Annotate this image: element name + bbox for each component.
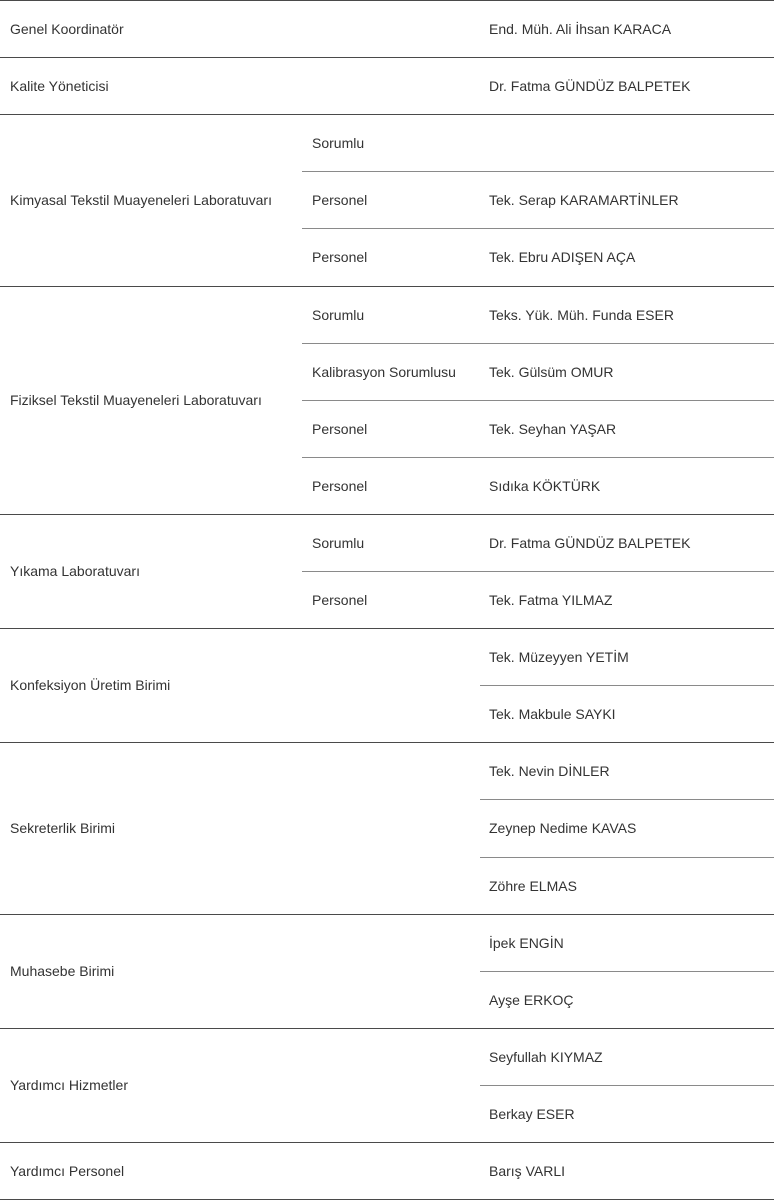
- unit-name: Yardımcı Personel: [10, 1162, 125, 1179]
- person-name: Dr. Fatma GÜNDÜZ BALPETEK: [489, 534, 691, 551]
- role-cell: [302, 628, 480, 685]
- person-name: Tek. Makbule SAYKI: [489, 705, 616, 722]
- unit-name: Kimyasal Tekstil Muayeneleri Laboratuvarı: [10, 191, 272, 208]
- role-cell: Personel: [312, 477, 368, 494]
- role-cell: Personel: [312, 191, 368, 208]
- role-cell: Sorumlu: [312, 306, 365, 323]
- role-cell: Personel: [312, 248, 368, 265]
- unit-name: Sekreterlik Birimi: [10, 819, 116, 836]
- unit-name: Kalite Yöneticisi: [10, 77, 109, 94]
- role-cell: [302, 799, 480, 856]
- person-name: Tek. Nevin DİNLER: [489, 762, 610, 779]
- person-name: Tek. Serap KARAMARTİNLER: [489, 191, 679, 208]
- role-cell: [302, 685, 480, 742]
- person-name: Dr. Fatma GÜNDÜZ BALPETEK: [489, 77, 691, 94]
- person-name: Sıdıka KÖKTÜRK: [489, 477, 601, 494]
- role-cell: Sorumlu: [312, 134, 365, 151]
- role-cell: [302, 1028, 480, 1085]
- person-name: Zöhre ELMAS: [489, 877, 577, 894]
- person-name: Seyfullah KIYMAZ: [489, 1048, 603, 1065]
- role-cell: [302, 1142, 480, 1199]
- person-name: [480, 114, 774, 171]
- person-name: Tek. Ebru ADIŞEN AÇA: [489, 248, 636, 265]
- role-cell: Personel: [312, 420, 368, 437]
- person-name: Tek. Fatma YILMAZ: [489, 591, 613, 608]
- unit-name: Yıkama Laboratuvarı: [10, 563, 140, 579]
- role-cell: [302, 914, 480, 971]
- unit-name: Fiziksel Tekstil Muayeneleri Laboratuvarı: [10, 392, 262, 408]
- person-name: End. Müh. Ali İhsan KARACA: [489, 20, 672, 37]
- unit-name: Yardımcı Hizmetler: [10, 1077, 128, 1093]
- role-cell: Personel: [312, 591, 368, 608]
- person-name: Tek. Seyhan YAŞAR: [489, 420, 617, 437]
- person-name: Tek. Müzeyyen YETİM: [489, 648, 629, 665]
- role-cell: [302, 742, 480, 799]
- person-name: İpek ENGİN: [489, 934, 564, 951]
- role-cell: Kalibrasyon Sorumlusu: [312, 363, 456, 380]
- role-cell: [302, 971, 480, 1028]
- person-name: Berkay ESER: [489, 1105, 575, 1122]
- person-name: Zeynep Nedime KAVAS: [489, 819, 637, 836]
- person-name: Barış VARLI: [489, 1162, 565, 1179]
- role-cell: [302, 1085, 480, 1142]
- role-cell: Sorumlu: [312, 534, 365, 551]
- unit-name: Muhasebe Birimi: [10, 963, 115, 979]
- unit-name: Konfeksiyon Üretim Birimi: [10, 677, 171, 693]
- role-cell: [302, 857, 480, 914]
- unit-name: Genel Koordinatör: [10, 20, 124, 37]
- role-cell: [302, 0, 480, 57]
- role-cell: [302, 57, 480, 114]
- person-name: Ayşe ERKOÇ: [489, 991, 574, 1008]
- person-name: Tek. Gülsüm OMUR: [489, 363, 614, 380]
- person-name: Teks. Yük. Müh. Funda ESER: [489, 306, 674, 323]
